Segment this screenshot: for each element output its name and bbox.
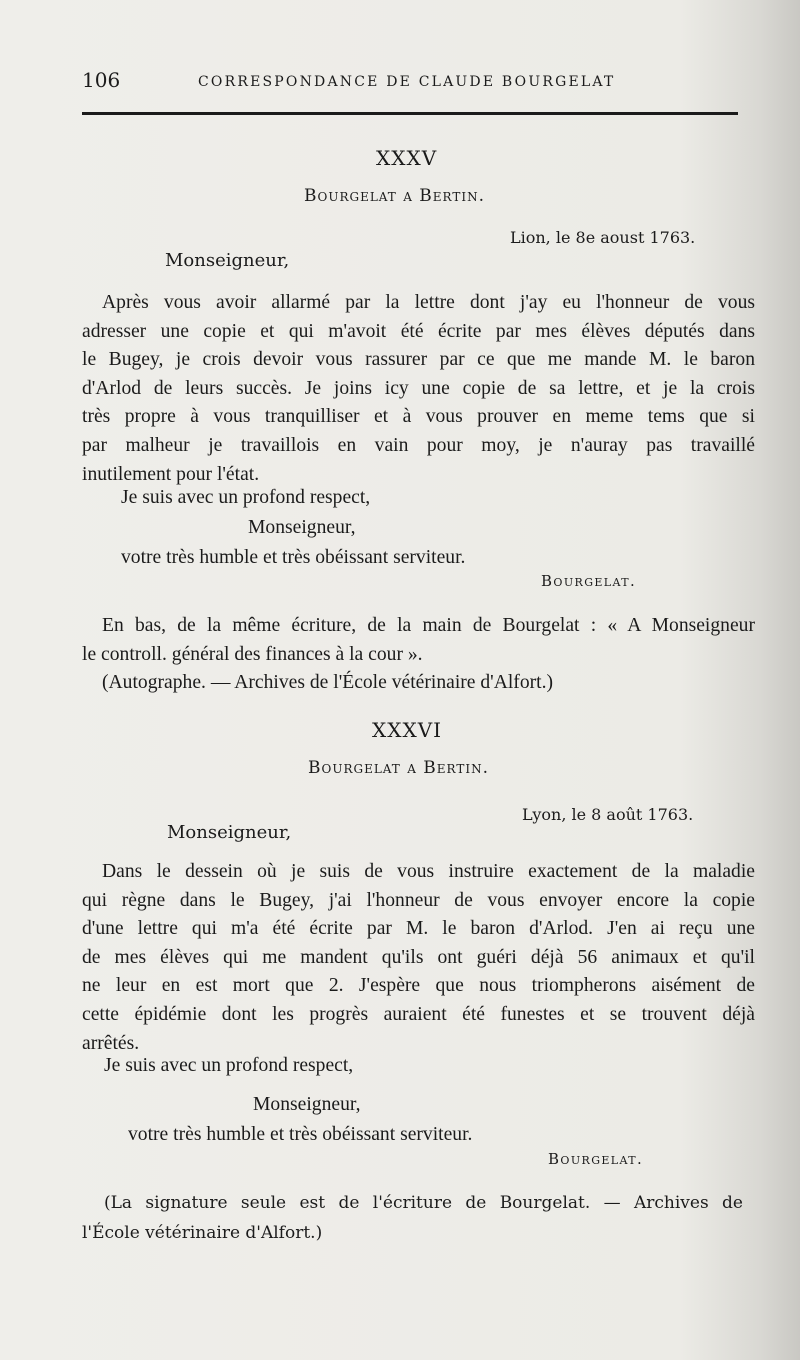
body-line: cette épidémie dont les progrès auraient été funestes et se trouvent déjà: [82, 1003, 755, 1025]
body-line: Dans le dessein où je suis de vous instruire exactement de la maladie: [102, 861, 755, 882]
letter-place-date: Lyon, le 8 août 1763.: [522, 805, 694, 824]
running-title: CORRESPONDANCE DE CLAUDE BOURGELAT: [198, 74, 616, 90]
source-line: (La signature seule est de l'écriture de Bourgelat. — Archives de: [104, 1193, 743, 1213]
letter-body: [82, 858, 755, 1058]
closing-formula: votre très humble et très obéissant serviteur.: [128, 1124, 473, 1145]
closing-address: Monseigneur,: [248, 517, 356, 538]
body-line: le Bugey, je crois devoir vous rassurer par ce que me mande M. le baron: [82, 349, 755, 371]
body-line: arrêtés.: [82, 1032, 140, 1054]
letter-number: XXXV: [376, 146, 438, 170]
letter-note: [82, 612, 755, 669]
signature: Bourgelat.: [541, 572, 637, 590]
body-line: d'une lettre qui m'a été écrite par M. le baron d'Arlod. J'en ai reçu une: [82, 918, 755, 940]
letter-closing: Je suis avec un profond respect,: [121, 487, 371, 508]
body-line: très propre à vous tranquilliser et à vous prouver en meme tems que si: [82, 406, 755, 428]
letter-body: [82, 289, 755, 489]
letter-salutation: Monseigneur,: [165, 250, 290, 271]
letter-closing: Je suis avec un profond respect,: [104, 1055, 354, 1076]
source-line: l'École vétérinaire d'Alfort.): [82, 1223, 323, 1243]
letter-salutation: Monseigneur,: [167, 822, 292, 843]
letter-heading: Bourgelat a Bertin.: [308, 758, 490, 778]
letter-heading: Bourgelat a Bertin.: [304, 186, 486, 206]
note-line: En bas, de la même écriture, de la main de Bourgelat : « A Monseigneur: [102, 615, 755, 636]
header-rule: [82, 112, 738, 115]
note-line: le controll. général des finances à la cour ».: [82, 643, 423, 665]
letter-place-date: Lion, le 8e aoust 1763.: [510, 228, 696, 247]
closing-formula: votre très humble et très obéissant serviteur.: [121, 547, 466, 568]
letter-source: (Autographe. — Archives de l'École vétérinaire d'Alfort.): [102, 672, 554, 693]
closing-address: Monseigneur,: [253, 1094, 361, 1115]
letter-source: [82, 1188, 743, 1248]
body-line: qui règne dans le Bugey, j'ai l'honneur de vous envoyer encore la copie: [82, 889, 755, 911]
body-line: ne leur en est mort que 2. J'espère que nous triompherons aisément de: [82, 975, 755, 997]
body-line: d'Arlod de leurs succès. Je joins icy une copie de sa lettre, et je la crois: [82, 377, 755, 399]
signature: Bourgelat.: [548, 1150, 644, 1168]
body-line: adresser une copie et qui m'avoit été écrite par mes élèves députés dans: [82, 320, 755, 342]
body-line: de mes élèves qui me mandent qu'ils ont guéri déjà 56 animaux et qu'il: [82, 946, 755, 968]
letter-number: XXXVI: [372, 718, 443, 742]
body-line: par malheur je travaillois en vain pour moy, je n'auray pas travaillé: [82, 434, 755, 456]
page-number: 106: [82, 68, 121, 92]
body-line: inutilement pour l'état.: [82, 463, 260, 485]
body-line: Après vous avoir allarmé par la lettre dont j'ay eu l'honneur de vous: [102, 292, 755, 313]
